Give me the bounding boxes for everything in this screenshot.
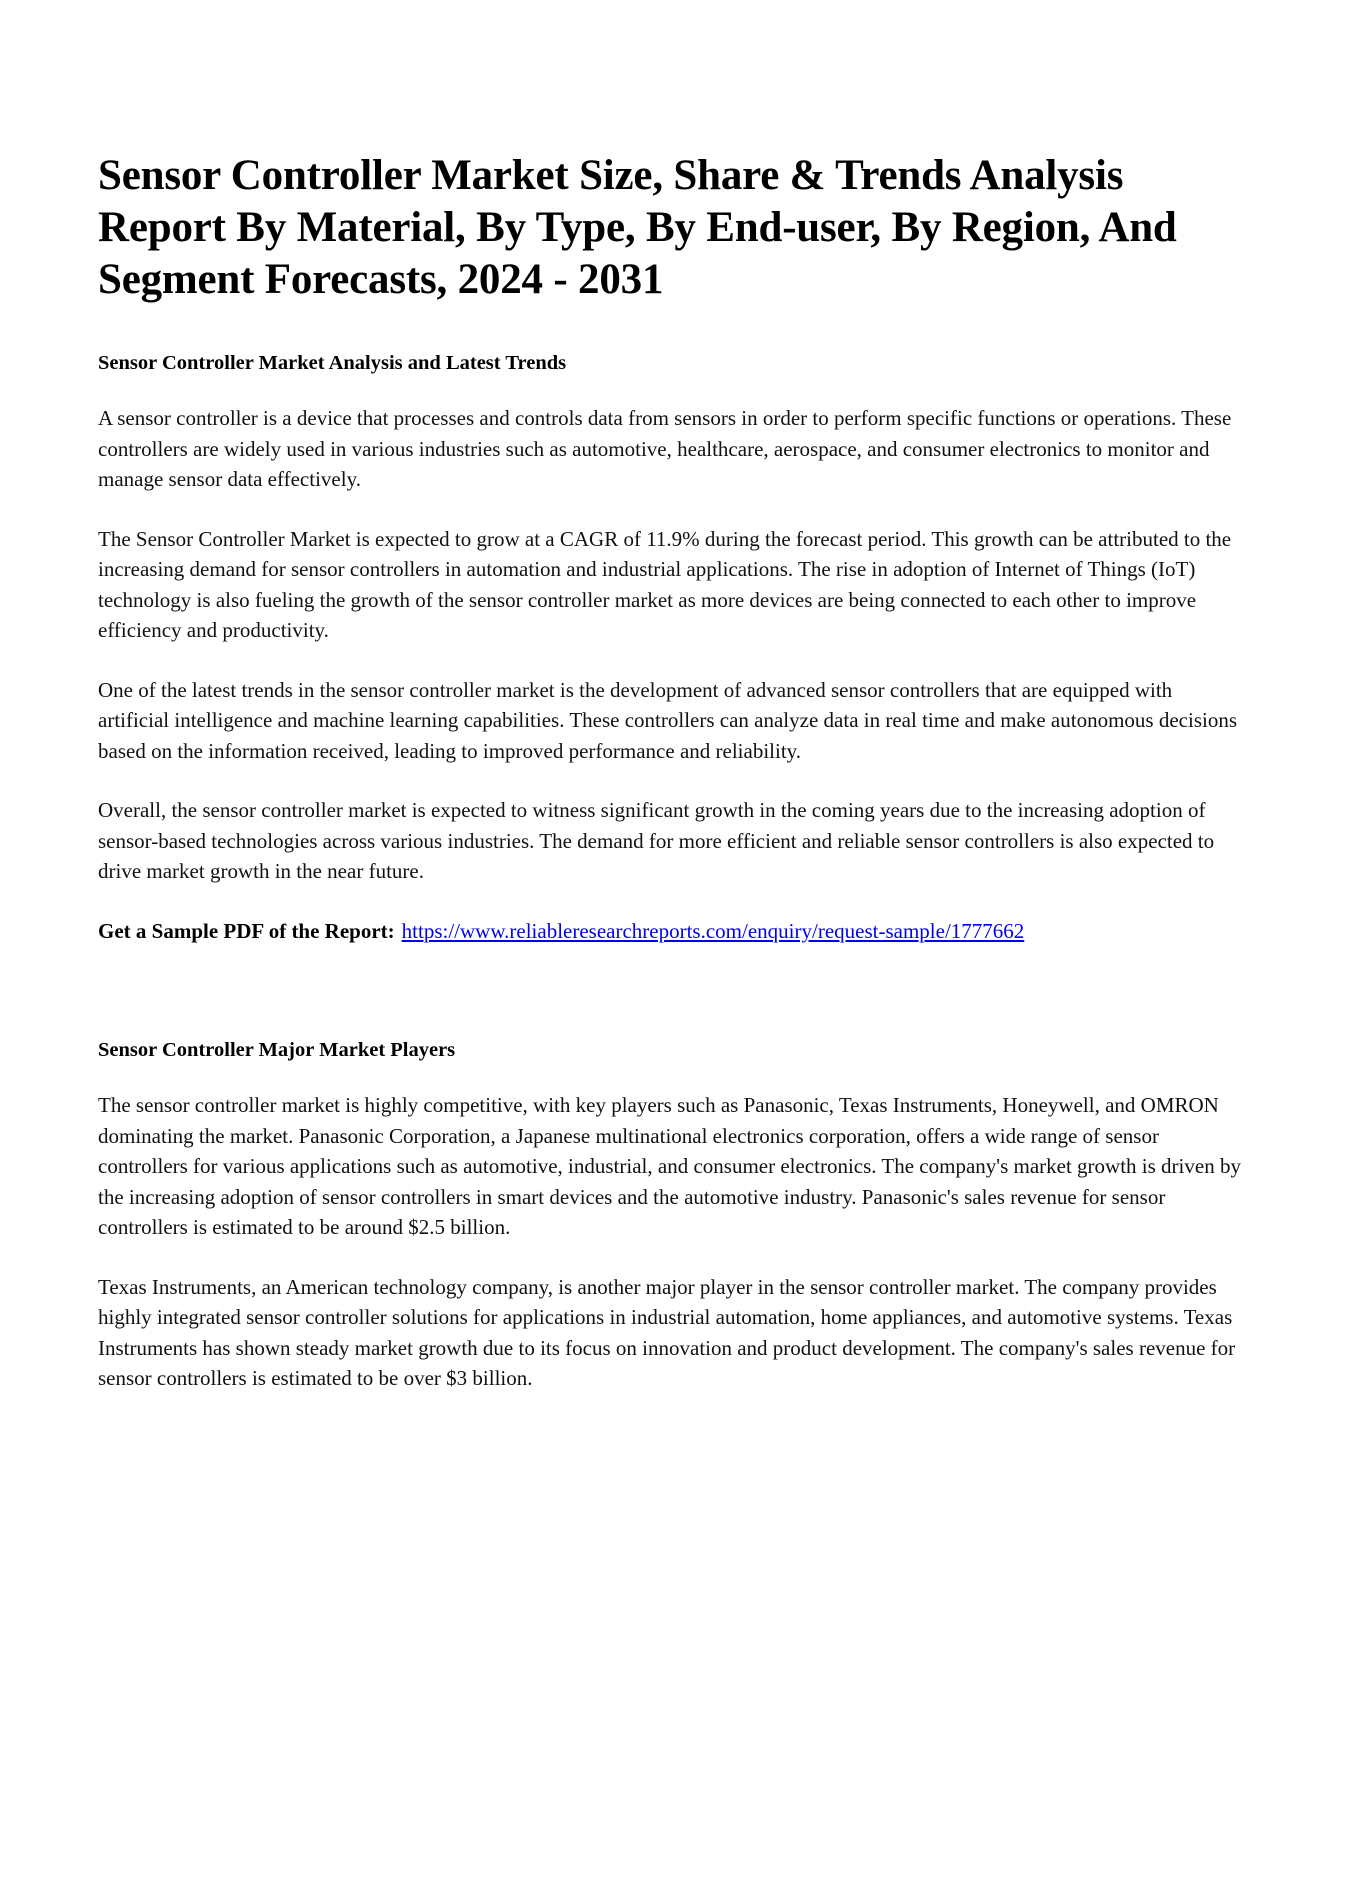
- section-heading-players: Sensor Controller Major Market Players: [98, 1039, 456, 1061]
- paragraph-panasonic: The sensor controller market is highly competitive, with key players such as Panasonic, Texas Instruments, Honeywell, and OMRON dominating the market. Panasonic Corporation, a Japanese multinational electronics corporation, offers a wide range of sensor controllers for various applications such as automotive, industrial, and consumer electronics. The company's market growth is driven by the increasing adoption of sensor controllers in smart devices and the automotive industry. Panasonic's sales revenue for sensor controllers is estimated to be around $2.5 billion.: [98, 1093, 1241, 1239]
- page-trailing-whitespace: [98, 1423, 1242, 1633]
- paragraph-definition: A sensor controller is a device that processes and controls data from sensors in order to perform specific functions or operations. These controllers are widely used in various industries such as automotive, healthcare, aerospace, and consumer electronics to monitor and manage sensor data effectively.: [98, 406, 1232, 491]
- paragraph-texas-instruments: Texas Instruments, an American technology company, is another major player in the sensor controller market. The company provides highly integrated sensor controller solutions for applications in industrial automation, home appliances, and automotive systems. Texas Instruments has shown steady market growth due to its focus on innovation and product development. The company's sales revenue for sensor controllers is estimated to be over $3 billion.: [98, 1274, 1236, 1390]
- sample-pdf-cta: [98, 916, 1242, 947]
- paragraph-cagr-growth: The Sensor Controller Market is expected to grow at a CAGR of 11.9% during the forecast period. This growth can be attributed to the increasing demand for sensor controllers in automation and industrial applications. The rise in adoption of Internet of Things (IoT) technology is also fueling the growth of the sensor controller market as more devices are being connected to each other to improve efficiency and productivity.: [98, 526, 1232, 642]
- paragraph-spacer: [98, 975, 1242, 1037]
- sample-pdf-link[interactable]: https://www.reliableresearchreports.com/enquiry/request-sample/1777662: [401, 918, 1025, 943]
- sample-pdf-label: Get a Sample PDF of the Report:: [98, 918, 395, 943]
- page-title: Sensor Controller Market Size, Share & Trends Analysis Report By Material, By Type, By End-user, By Region, And Segment Forecasts, 2024 - 2031: [98, 152, 1177, 303]
- section-heading-analysis: Sensor Controller Market Analysis and Latest Trends: [98, 352, 567, 374]
- paragraph-latest-trends: One of the latest trends in the sensor controller market is the development of advanced sensor controllers that are equipped with artificial intelligence and machine learning capabilities. These controllers can analyze data in real time and make autonomous decisions based on the information received, leading to improved performance and reliability.: [98, 677, 1238, 763]
- paragraph-overall-outlook: Overall, the sensor controller market is expected to witness significant growth in the coming years due to the increasing adoption of sensor-based technologies across various industries. The demand for more efficient and reliable sensor controllers is also expected to drive market growth in the near future.: [98, 798, 1215, 883]
